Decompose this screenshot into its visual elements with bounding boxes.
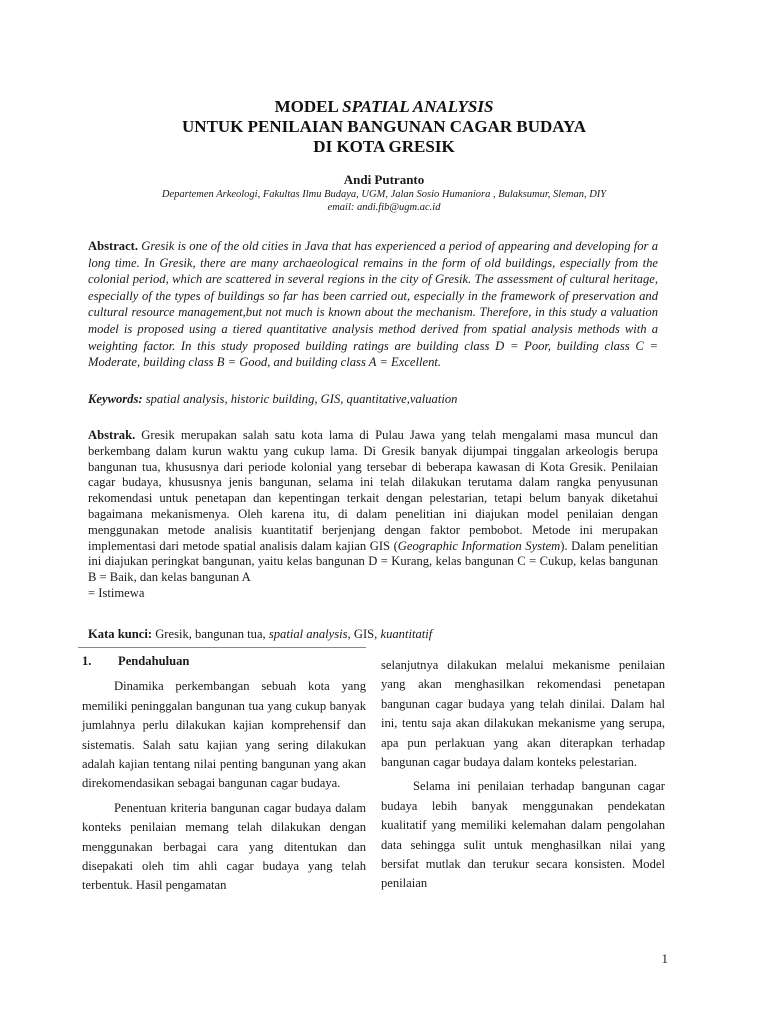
body-paragraph: Dinamika perkembangan sebuah kota yang memiliki peninggalan bangunan tua yang cukup banyak jumlahnya perlu dilakukan kajian komprehensif dan sistematis. Salah satu kajian yang sering dilakukan adalah kajian tentang nilai penting bangunan yang akan direkomendasikan sebagai bangunan cagar budaya. — [82, 679, 366, 791]
section-heading — [82, 652, 366, 671]
body-column-right — [381, 656, 665, 894]
title-line-1: MODEL SPATIAL ANALYSIS — [274, 97, 494, 116]
page-number: 1 — [661, 951, 668, 966]
abstract-indonesian — [88, 428, 658, 602]
author-name: Andi Putranto — [343, 172, 425, 187]
author-affiliation — [84, 188, 684, 214]
section-title: Pendahuluan — [118, 654, 190, 668]
abstrak-text-a: Gresik merupakan salah satu kota lama di Pulau Jawa yang telah mengalami masa muncul dan berkembang dalam kurun waktu yang cukup lama. Di Gresik banyak dijumpai tinggalan arkeologis berupa bangunan tua, khususnya dari periode kolonial yang tersebar di beberapa kawasan di Kota Gresik. Penilaian cagar budaya, khususnya jenis bangunan, selama ini telah dilakukan terutama dalam rangka penyusunan rekomendasi untuk penetapan dan kepentingan terkait dengan pelestarian, tetapi belum banyak diketahui bagaimana mekanismenya. Oleh karena itu, di dalam penelitian ini diajukan model penilaian dengan menggunakan metode analisis kuantitatif berjenjang dengan faktor pembobot. Metode ini merupakan implementasi dari metode spatial analisis dalam kajian GIS ( — [88, 428, 658, 553]
keywords-text: spatial analysis, historic building, GIS, quantitative,valuation — [145, 392, 458, 406]
affiliation-text: Departemen Arkeologi, Fakultas Ilmu Budaya, UGM, Jalan Sosio Humaniora , Bulaksumur, Sleman, DIY — [161, 189, 607, 200]
section-number: 1. — [82, 654, 92, 668]
abstract-text: Gresik is one of the old cities in Java that has experienced a period of appearing and developing for a long time. In Gresik, there are many archaeological remains in the form of old buildings, especially from the colonial period, which are scattered in several regions in the city of Gresik. The assessment of cultural heritage, especially of the types of buildings so far has been carried out, especially in the framework of preservation and cultural resource management,but not much is known about the mechanism. Therefore, in this study a valuation model is proposed using a tiered quantitative analysis method derived from spatial analysis methods with a weighting factor. In this study proposed building ratings are building class D = Poor, building class C = Moderate, building class B = Good, and building class A = Excellent. — [88, 239, 658, 370]
keywords-label: Keywords: — [88, 392, 143, 406]
title-line-3: DI KOTA GRESIK — [313, 137, 455, 156]
body-paragraph: selanjutnya dilakukan melalui mekanisme penilaian yang akan menghasilkan rekomendasi penetapan bangunan cagar budaya yang telah dinilai. Dalam hal ini, tentu saja akan dilakukan mekanisme yang serupa, apa pun perlakuan yang akan diterapkan terhadap bangunan cagar budaya dalam konteks pelestarian. — [381, 658, 665, 770]
abstrak-label: Abstrak. — [88, 428, 136, 442]
author-email: email: andi.fib@ugm.ac.id — [327, 202, 441, 213]
paper-title — [84, 97, 684, 157]
body-paragraph: Penentuan kriteria bangunan cagar budaya dalam konteks penilaian memang telah dilakukan dengan menggunakan berbagai cara yang ditentukan dan disepakati oleh tim ahli cagar budaya yang telah terbentuk. Hasil pengamatan — [82, 800, 366, 893]
title-line-2: UNTUK PENILAIAN BANGUNAN CAGAR BUDAYA — [182, 117, 586, 136]
body-column-left — [82, 652, 366, 896]
keywords-english — [88, 392, 658, 407]
abstract-english — [88, 238, 658, 371]
body-paragraph: Selama ini penilaian terhadap bangunan cagar budaya lebih banyak menggunakan pendekatan kualitatif yang memiliki kelemahan dalam pengolahan data sehingga sulit untuk menghasilkan nilai yang bersifat mutlak dan terukur secara konsisten. Model penilaian — [381, 779, 665, 891]
abstrak-text-b: ). Dalam penelitian ini diajukan peringkat bangunan, yaitu kelas bangunan D = Kurang, kelas bangunan C = Cukup, kelas bangunan B = Baik, dan kelas bangunan A — [88, 538, 658, 585]
keywords-indonesian: Kata kunci: Gresik, bangunan tua, spatial analysis, GIS, kuantitatif — [88, 627, 433, 641]
section-divider — [78, 647, 366, 648]
abstract-label: Abstract. — [88, 239, 139, 253]
abstrak-text-tail: = Istimewa — [88, 585, 145, 600]
kata-kunci-label: Kata kunci: — [88, 627, 153, 641]
abstrak-text-italic: Geographic Information System — [397, 538, 561, 553]
